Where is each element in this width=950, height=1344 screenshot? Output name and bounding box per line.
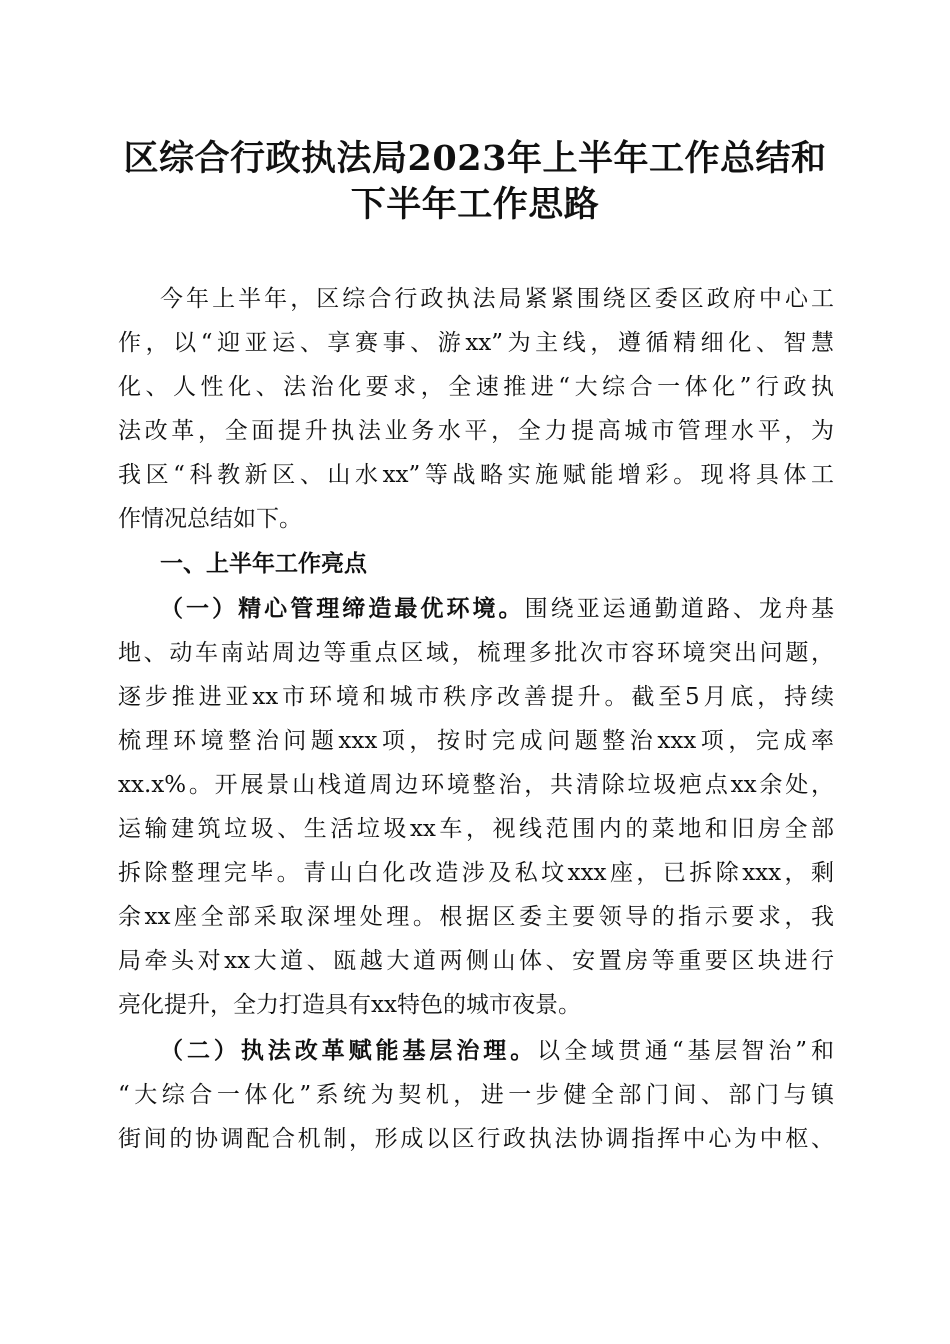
subsection-1-line-7: 拆除整理完毕。青山白化改造涉及私坟xxx座，已拆除xxx，剩 <box>118 860 834 886</box>
subsection-2-heading: （二）执法改革赋能基层治理。 <box>160 1038 538 1064</box>
intro-line-3: 化、人性化、法治化要求，全速推进“大综合一体化”行政执 <box>118 374 834 400</box>
subsection-1-heading: （一）精心管理缔造最优环境。 <box>160 596 525 622</box>
subsection-2-line-1 <box>160 1029 834 1073</box>
subsection-1-line-8: 余xx座全部采取深埋处理。根据区委主要领导的指示要求，我 <box>118 904 834 930</box>
section-heading-1: 一、上半年工作亮点 <box>160 551 367 577</box>
subsection-1-line-2: 地、动车南站周边等重点区域，梳理多批次市容环境突出问题， <box>118 640 834 666</box>
subsection-1-line-3: 逐步推进亚xx市环境和城市秩序改善提升。截至5月底，持续 <box>118 684 834 710</box>
intro-line-2: 作，以“迎亚运、享赛事、游xx”为主线，遵循精细化、智慧 <box>118 330 834 356</box>
subsection-1-line-1 <box>160 587 834 631</box>
subsection-2-line-1-rest: 以全域贯通“基层智治”和 <box>537 1038 834 1064</box>
subsection-1-line-5: xx.x%。开展景山栈道周边环境整治，共清除垃圾疤点xx余处， <box>118 772 834 798</box>
subsection-2-line-2: “大综合一体化”系统为契机，进一步健全部门间、部门与镇 <box>118 1082 834 1108</box>
intro-line-5: 我区“科教新区、山水xx”等战略实施赋能增彩。现将具体工 <box>118 462 834 488</box>
intro-line-1: 今年上半年，区综合行政执法局紧紧围绕区委区政府中心工 <box>160 286 834 312</box>
subsection-1-line-6: 运输建筑垃圾、生活垃圾xx车，视线范围内的菜地和旧房全部 <box>118 816 834 842</box>
document-title-line-1: 区综合行政执法局2023年上半年工作总结和 <box>123 138 827 179</box>
subsection-1-line-1-rest: 围绕亚运通勤道路、龙舟基 <box>524 596 835 622</box>
subsection-1-line-4: 梳理环境整治问题xxx项，按时完成问题整治xxx项，完成率 <box>118 728 834 754</box>
subsection-2-line-3: 街间的协调配合机制，形成以区行政执法协调指挥中心为中枢、 <box>118 1126 834 1152</box>
intro-line-6: 作情况总结如下。 <box>118 506 302 532</box>
document-title-line-2: 下半年工作思路 <box>350 184 600 225</box>
subsection-1-line-9: 局牵头对xx大道、瓯越大道两侧山体、安置房等重要区块进行 <box>118 948 834 974</box>
intro-line-4: 法改革，全面提升执法业务水平，全力提高城市管理水平，为 <box>118 418 834 444</box>
subsection-1-line-10: 亮化提升，全力打造具有xx特色的城市夜景。 <box>118 992 581 1018</box>
